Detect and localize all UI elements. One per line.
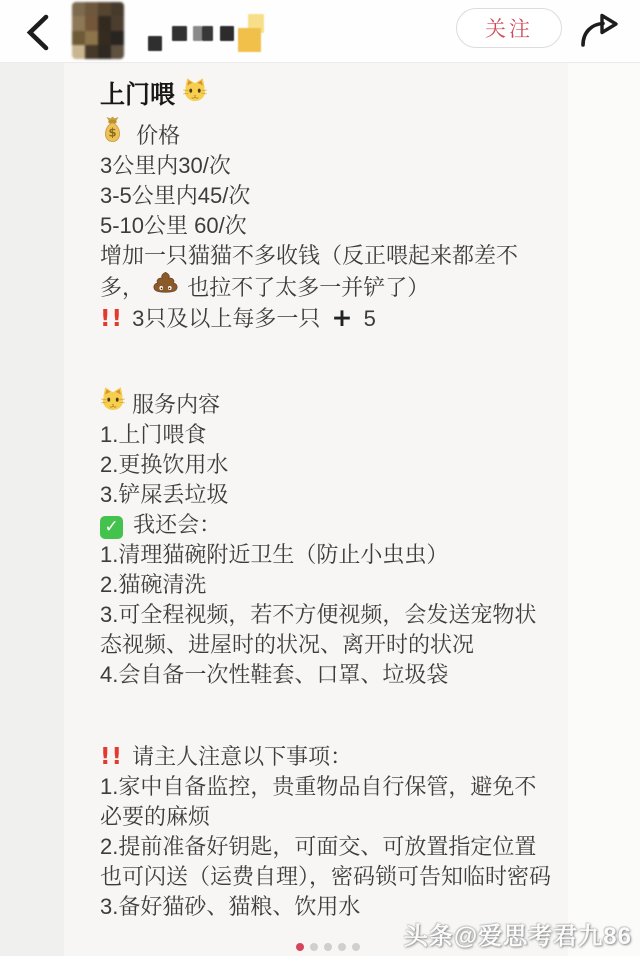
line-service-2 [100, 450, 558, 480]
line-notice-header [100, 742, 558, 772]
post-image[interactable] [0, 62, 640, 956]
line-notice-2 [100, 832, 558, 892]
pagination-dot [352, 943, 360, 951]
line-services-header [100, 386, 558, 420]
text-segment: 3.可全程视频，若不方便视频，会发送宠物状态视频、进屋时的状况、离开时的状况 [100, 602, 537, 657]
text-segment: 3.备好猫砂、猫粮、饮用水 [100, 894, 361, 919]
cat-emoji [100, 386, 126, 412]
pagination-dot [310, 943, 318, 951]
text-segment: 2.更换饮用水 [100, 452, 229, 477]
text-segment: 服务内容 [132, 392, 221, 417]
text-segment: 1.家中自备监控，贵重物品自行保管，避免不必要的麻烦 [100, 774, 537, 829]
text-segment: 1.上门喂食 [100, 422, 207, 447]
text-segment: 上门喂 [100, 81, 176, 109]
text-segment: 3-5公里内45/次 [100, 183, 251, 208]
text-segment: 3公里内30/次 [100, 153, 231, 178]
text-segment: 3只及以上每多一只 [132, 306, 321, 331]
line-price-note [100, 241, 558, 303]
avatar[interactable] [72, 2, 124, 59]
text-segment: 增加一只猫猫不多收钱（反正喂起来都差不多， [100, 243, 519, 300]
text-segment: 1.清理猫碗附近卫生（防止小虫虫） [100, 542, 449, 567]
line-price-header [100, 116, 558, 151]
pagination-dot [338, 943, 346, 951]
money-bag-emoji [100, 116, 125, 143]
line-service-1 [100, 420, 558, 450]
line-extra-1 [100, 540, 558, 570]
text-segment: 我还会： [133, 512, 222, 537]
follow-button[interactable]: 关注 [456, 8, 562, 48]
check-emoji: ✓ [100, 516, 123, 539]
pagination-dot [324, 943, 332, 951]
username-redacted[interactable] [144, 0, 274, 62]
watermark: 头条@爱思考君九86 [403, 923, 632, 950]
double-exclamation-emoji: !! [100, 306, 123, 332]
double-exclamation-emoji: !! [100, 744, 123, 770]
line-extra-4 [100, 660, 558, 690]
nav-bar [0, 0, 640, 62]
line-notice-1 [100, 772, 558, 832]
text-segment: 2.提前准备好钥匙，可面交、可放置指定位置也可闪送（运费自理），密码锁可告知临时密码 [100, 834, 552, 889]
text-segment: 5 [363, 306, 376, 331]
line-extra-3 [100, 600, 558, 660]
poop-emoji [152, 271, 179, 295]
line-extras-header [100, 510, 558, 540]
post-text-block [100, 77, 558, 922]
text-segment: 价格 [136, 123, 181, 148]
line-extra-2 [100, 570, 558, 600]
svg-text:$: $ [108, 125, 117, 140]
pagination-dot-active [296, 943, 304, 951]
text-segment: 请主人注意以下事项： [132, 744, 353, 769]
share-icon[interactable] [577, 11, 621, 51]
line-service-3 [100, 480, 558, 510]
text-segment: 也拉不了太多一并铲了） [187, 275, 430, 300]
text-segment: 5-10公里 60/次 [100, 213, 247, 238]
text-segment: 2.猫碗清洗 [100, 572, 207, 597]
line-price-1 [100, 151, 558, 181]
back-icon[interactable] [20, 12, 54, 52]
cat-emoji [182, 77, 208, 103]
text-segment: 3.铲屎丢垃圾 [100, 482, 229, 507]
line-title [100, 77, 558, 112]
text-segment: 4.会自备一次性鞋套、口罩、垃圾袋 [100, 662, 449, 687]
line-price-3 [100, 211, 558, 241]
line-price-2 [100, 181, 558, 211]
plus-emoji: + [331, 303, 353, 332]
line-price-extra [100, 303, 558, 334]
pagination-dots [296, 943, 360, 951]
